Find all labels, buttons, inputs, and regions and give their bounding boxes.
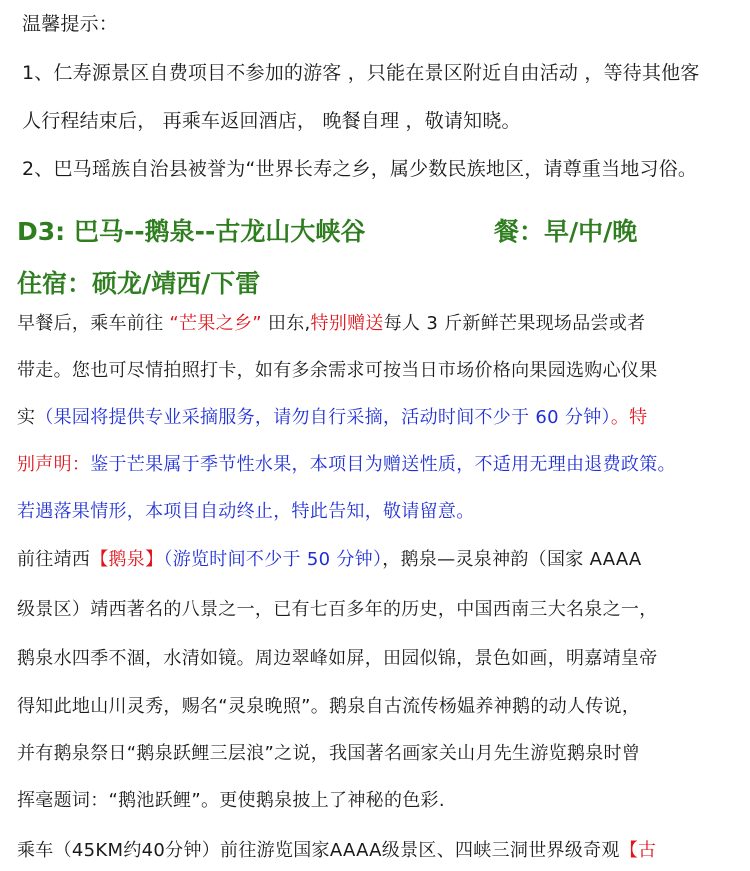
seasonal-note: 鉴于芒果属于季节性水果，本项目为赠送性质，不适用无理由退费政策。 [90, 454, 676, 475]
paragraph-equan-line-5: 并有鹅泉祭日“鹅泉跃鲤三层浪”之说，我国著名画家关山月先生游览鹅泉时曾 [17, 743, 641, 764]
notice-title: 温馨提示： [22, 13, 119, 35]
mango-text-d: 实 [17, 407, 36, 428]
paragraph-equan-line-1 [17, 545, 642, 571]
notice-line-2: 人行程结束后， 再乘车返回酒店， 晚餐自理 ，敬请知晓。 [22, 110, 521, 132]
equan-text-b: ，鹅泉—灵泉神韵（国家 AAAA [382, 549, 642, 570]
day-lodging: 住宿：硕龙/靖西/下雷 [17, 269, 261, 298]
equan-text-a: 前往靖西 [17, 549, 91, 570]
paragraph-equan-line-6: 挥毫题词：“鹅池跃鲤”。更使鹅泉披上了神秘的色彩. [17, 790, 445, 811]
paragraph-gulong-line-1 [17, 836, 656, 862]
paragraph-equan-line-4: 得知此地山川灵秀，赐名“灵泉晚照”。鹅泉自古流传杨媪养神鹅的动人传说， [17, 696, 641, 717]
special-note-label: 别声明： [17, 454, 91, 475]
day-meals: 餐：早/中/晚 [494, 217, 638, 246]
special-note-start: 。特 [610, 407, 648, 428]
paragraph-mango-line-3 [17, 403, 647, 429]
mango-town-label: “芒果之乡” [169, 313, 262, 334]
orchard-note: （果园将提供专业采摘服务，请勿自行采摘，活动时间不少于 60 分钟） [35, 407, 611, 428]
mango-text-b: 田东, [261, 313, 311, 334]
gulong-text-a: 乘车（45KM约40分钟）前往游览国家AAAA级景区、四峡三洞世界级奇观 [17, 840, 620, 861]
paragraph-mango-line-5: 若遇落果情形，本项目自动终止，特此告知，敬请留意。 [17, 501, 475, 522]
mango-text-a: 早餐后，乘车前往 [17, 313, 170, 334]
special-gift-label: 特别赠送 [310, 313, 384, 334]
notice-line-3: 2、巴马瑶族自治县被誉为“世界长寿之乡，属少数民族地区，请尊重当地习俗。 [22, 158, 698, 180]
paragraph-equan-line-3: 鹅泉水四季不涸，水清如镜。周边翠峰如屏，田园似锦，景色如画，明嘉靖皇帝 [17, 648, 658, 669]
paragraph-mango-line-1 [17, 309, 645, 335]
day-title: D3: 巴马--鹅泉--古龙山大峡谷 [17, 217, 366, 246]
gulong-name-start: 【古 [619, 840, 657, 861]
paragraph-mango-line-4 [17, 450, 676, 476]
notice-line-1: 1、仁寿源景区自费项目不参加的游客 ，只能在景区附近自由活动 ，等待其他客 [22, 62, 700, 84]
paragraph-equan-line-2: 级景区）靖西著名的八景之一，已有七百多年的历史，中国西南三大名泉之一， [17, 599, 658, 620]
equan-duration: （游览时间不少于 50 分钟） [163, 549, 383, 570]
equan-name: 【鹅泉】 [90, 549, 164, 570]
mango-text-c: 每人 3 斤新鲜芒果现场品尝或者 [383, 313, 646, 334]
paragraph-mango-line-2: 带走。您也可尽情拍照打卡，如有多余需求可按当日市场价格向果园选购心仪果 [17, 360, 658, 381]
